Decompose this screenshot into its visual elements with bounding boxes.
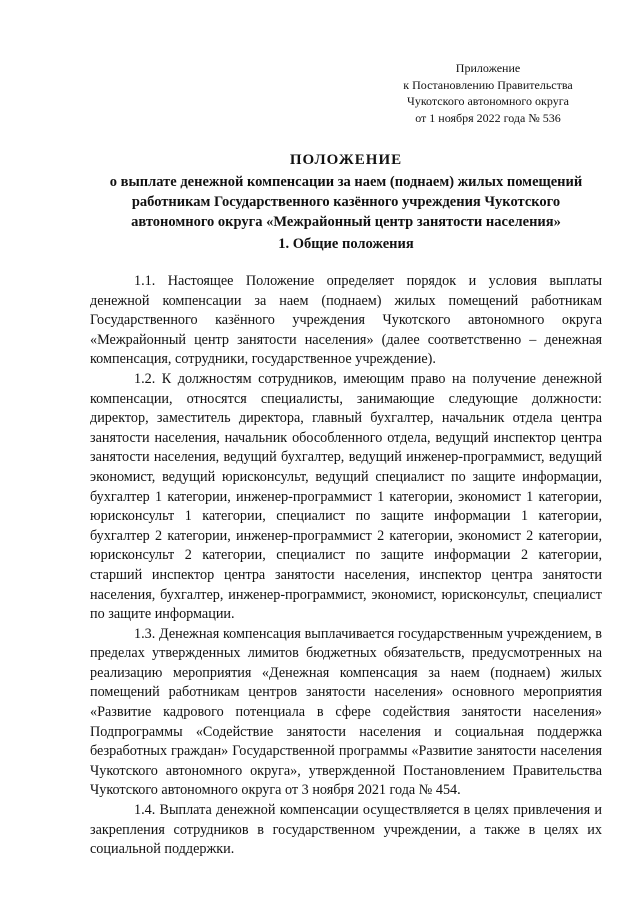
paragraph-1-3: 1.3. Денежная компенсация выплачивается государственным учреждением, в пределах утвержденных лимитов бюджетных обязательств, предусмотренных на реализацию мероприятия «Денежная компенсация за наем (поднаем) жилых помещений работникам центров занятости населения» основного мероприятия «Развитие кадрового потенциала в сфере содействия занятости населения» Подпрограммы «Содействие занятости населения и социальная поддержка безработных граждан» Государственной программы «Развитие занятости населения Чукотского автономного округа», утвержденной Постановлением Правительства Чукотского автономного округа от 3 ноября 2021 года № 454. (90, 625, 602, 799)
section-heading: 1. Общие положения (278, 236, 414, 252)
appendix-line-4: от 1 ноября 2022 года № 536 (415, 110, 561, 125)
appendix-line-3: Чукотского автономного округа (407, 94, 569, 108)
appendix-line-2: к Постановлению Правительства (403, 77, 573, 92)
document-body (90, 272, 602, 860)
title-main: ПОЛОЖЕНИЕ (289, 152, 403, 168)
paragraph-1-2: 1.2. К должностям сотрудников, имеющим право на получение денежной компенсации, относятся специалисты, занимающие следующие должности: директор, заместитель директора, главный бухгалтер, начальник отдела центра занятости населения, начальник обособленного отдела, ведущий инспектор центра занятости населения, ведущий бухгалтер, ведущий инженер-программист, ведущий экономист, ведущий юрисконсульт, ведущий специалист по защите информации, бухгалтер 1 категории, инженер-программист 1 категории, экономист 1 категории, юрисконсульт 1 категории, специалист по защите информации 1 категории, бухгалтер 2 категории, инженер-программист 2 категории, экономист 2 категории, юрисконсульт 2 категории, специалист по защите информации 2 категории, старший инспектор центра занятости населения, инспектор центра занятости населения, бухгалтер, инженер-программист, экономист, юрисконсульт, специалист по защите информации. (90, 370, 602, 623)
paragraph-1-4: 1.4. Выплата денежной компенсации осуществляется в целях привлечения и закрепления сотрудников в государственном учреждении, а также в целях их социальной поддержки. (90, 802, 602, 858)
paragraph-1-1: 1.1. Настоящее Положение определяет порядок и условия выплаты денежной компенсации за наем (поднаем) жилых помещений работникам Государственного казённого учреждения Чукотского автономного округа «Межрайонный центр занятости населения» (далее соответственно – денежная компенсация, сотрудники, государственное учреждение). (90, 273, 602, 368)
appendix-line-1: Приложение (455, 61, 521, 75)
title-subtitle: о выплате денежной компенсации за наем (поднаем) жилых помещений работникам Государственного казённого учреждения Чукотского автономного округа «Межрайонный центр занятости населения» (109, 174, 583, 230)
appendix-reference (378, 60, 598, 126)
document-title (90, 150, 602, 232)
